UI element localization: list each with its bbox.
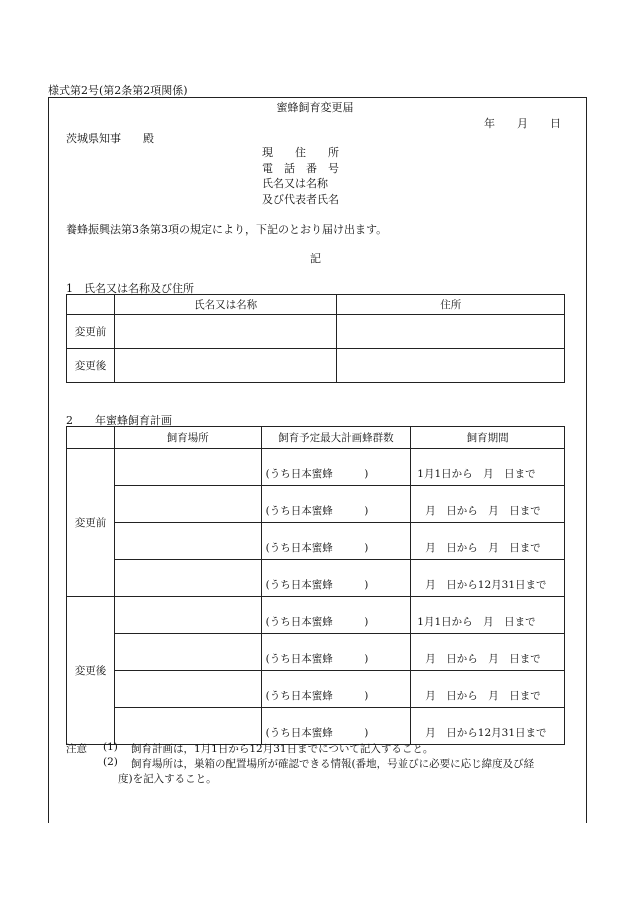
- corner-cell: [67, 295, 115, 315]
- period-cell[interactable]: [411, 560, 565, 597]
- place-cell[interactable]: [114, 597, 261, 634]
- japanese-bee-note: (うち日本蜜蜂 ): [265, 505, 369, 517]
- col-period-header: 飼育期間: [411, 427, 565, 449]
- place-cell[interactable]: [114, 560, 261, 597]
- row-after-label: 変更後: [67, 349, 115, 383]
- representative-label: 及び代表者氏名: [262, 192, 339, 206]
- period-text: 月 日から 月 日まで: [425, 690, 541, 702]
- period-cell[interactable]: [411, 671, 565, 708]
- japanese-bee-note: (うち日本蜜蜂 ): [265, 542, 369, 554]
- place-cell[interactable]: [114, 449, 261, 486]
- name-label: 氏名又は名称: [262, 177, 328, 190]
- address-label: 現 住 所: [262, 146, 339, 159]
- period-cell[interactable]: [411, 597, 565, 634]
- japanese-bee-note: (うち日本蜜蜂 ): [265, 468, 369, 480]
- note1-number: (1): [103, 741, 118, 753]
- notes-label: 注意: [66, 743, 87, 755]
- section2-heading: 2 年蜜蜂飼育計画: [66, 414, 172, 427]
- japanese-bee-note: (うち日本蜜蜂 ): [265, 690, 369, 702]
- period-cell[interactable]: [411, 449, 565, 486]
- japanese-bee-note: (うち日本蜜蜂 ): [265, 727, 369, 739]
- form-number: 様式第2号(第2条第2項関係): [48, 84, 188, 97]
- statement: 養蜂振興法第3条第3項の規定により，下記のとおり届け出ます。: [66, 223, 388, 236]
- date-line: 年 月 日: [484, 117, 561, 130]
- phone-label: 電 話 番 号: [262, 161, 339, 175]
- note1-text: 飼育計画は，1月1日から12月31日までについて記入すること。: [131, 743, 434, 755]
- col-count-header: 飼育予定最大計画蜂群数: [261, 427, 411, 449]
- count-cell[interactable]: [261, 671, 411, 708]
- place-cell[interactable]: [114, 634, 261, 671]
- count-cell[interactable]: [261, 708, 411, 745]
- note2-text-line1: 飼育場所は，巣箱の配置場所が確認できる情報(番地，号並びに必要に応じ緯度及び経: [131, 758, 535, 770]
- count-cell[interactable]: [261, 486, 411, 523]
- form-title: 蜜蜂飼育変更届: [276, 101, 354, 114]
- period-text: 月 日から 月 日まで: [425, 505, 541, 517]
- count-cell[interactable]: [261, 634, 411, 671]
- note2-number: (2): [103, 756, 118, 768]
- count-cell[interactable]: [261, 560, 411, 597]
- addressee: 茨城県知事 殿: [66, 132, 154, 145]
- col-address-header: 住所: [337, 295, 565, 315]
- period-text: 月 日から12月31日まで: [425, 579, 547, 591]
- name-after-cell[interactable]: [114, 349, 337, 383]
- place-cell[interactable]: [114, 523, 261, 560]
- name-address-table: [66, 294, 565, 383]
- count-cell[interactable]: [261, 597, 411, 634]
- plan-row-before-label: 変更前: [67, 449, 115, 597]
- applicant-labels: [262, 145, 339, 207]
- section1-heading: 1 氏名又は名称及び住所: [66, 282, 194, 295]
- period-cell[interactable]: [411, 523, 565, 560]
- period-cell[interactable]: [411, 486, 565, 523]
- period-cell[interactable]: [411, 708, 565, 745]
- period-text: 月 日から 月 日まで: [425, 653, 541, 665]
- place-cell[interactable]: [114, 671, 261, 708]
- place-cell[interactable]: [114, 486, 261, 523]
- row-before-label: 変更前: [67, 315, 115, 349]
- col-name-header: 氏名又は名称: [114, 295, 337, 315]
- ki-label: 記: [310, 252, 321, 265]
- japanese-bee-note: (うち日本蜜蜂 ): [265, 653, 369, 665]
- period-cell[interactable]: [411, 634, 565, 671]
- period-text: 1月1日から 月 日まで: [417, 616, 536, 628]
- japanese-bee-note: (うち日本蜜蜂 ): [265, 616, 369, 628]
- count-cell[interactable]: [261, 449, 411, 486]
- col-place-header: 飼育場所: [114, 427, 261, 449]
- name-before-cell[interactable]: [114, 315, 337, 349]
- japanese-bee-note: (うち日本蜜蜂 ): [265, 579, 369, 591]
- period-text: 月 日から 月 日まで: [425, 542, 541, 554]
- address-after-cell[interactable]: [337, 349, 565, 383]
- plan-table: [66, 426, 565, 745]
- period-text: 月 日から12月31日まで: [425, 727, 547, 739]
- plan-corner-cell: [67, 427, 115, 449]
- period-text: 1月1日から 月 日まで: [417, 468, 536, 480]
- plan-row-after-label: 変更後: [67, 597, 115, 745]
- note2-text-line2: 度)を記入すること。: [118, 773, 217, 785]
- count-cell[interactable]: [261, 523, 411, 560]
- address-before-cell[interactable]: [337, 315, 565, 349]
- place-cell[interactable]: [114, 708, 261, 745]
